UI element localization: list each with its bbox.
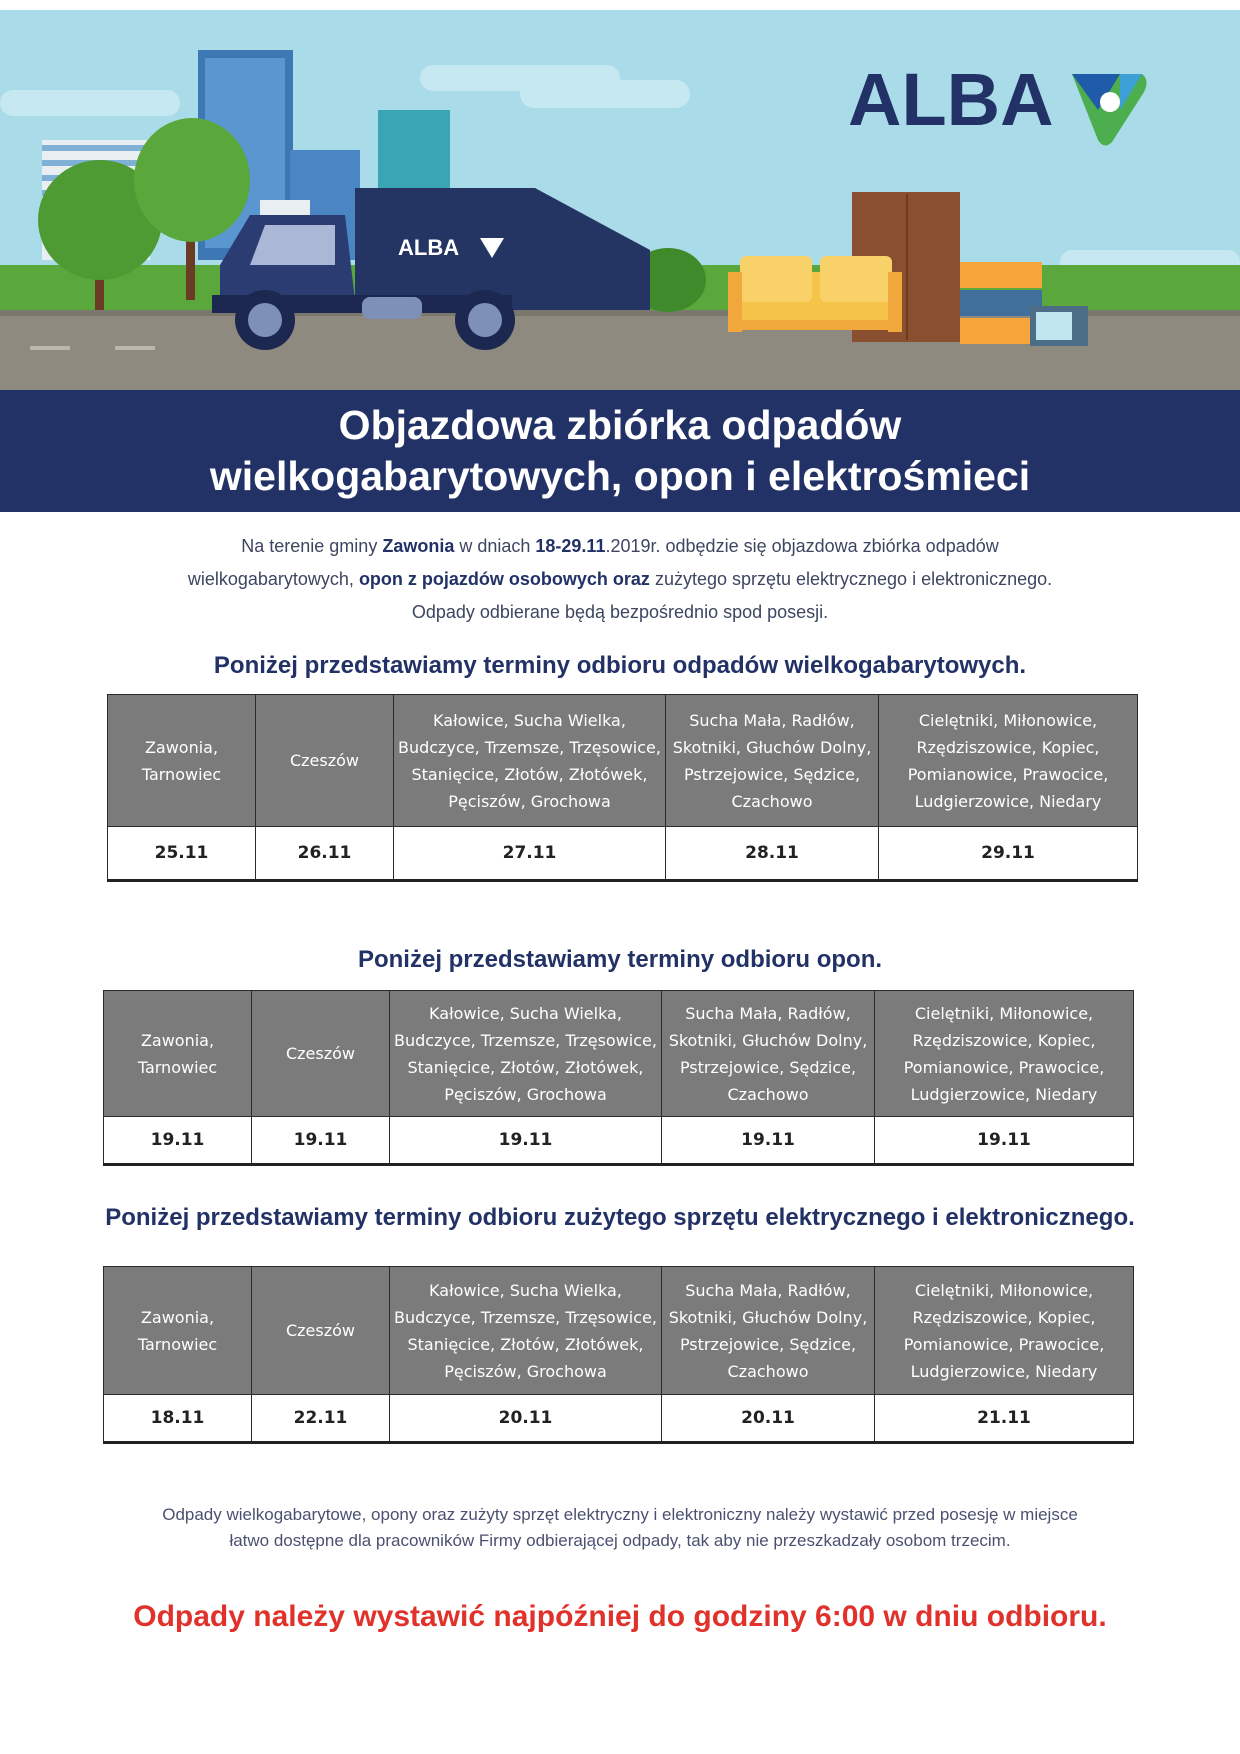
- table-header-cell: Zawonia, Tarnowiec: [104, 1267, 252, 1395]
- page-title-line-1: Objazdowa zbiórka odpadów: [338, 402, 902, 448]
- schedule-table-electronics: [103, 1266, 1134, 1444]
- schedule-table-bulky: [107, 694, 1138, 882]
- table-date-cell: 26.11: [256, 827, 394, 881]
- table-date-cell: 21.11: [875, 1395, 1134, 1443]
- section-heading-electronics: Poniżej przedstawiamy terminy odbioru zużytego sprzętu elektrycznego i elektronicznego.: [105, 1204, 1135, 1231]
- table-date-cell: 19.11: [252, 1117, 390, 1165]
- table-date-cell: 19.11: [662, 1117, 875, 1165]
- table-header-cell: Sucha Mała, Radłów, Skotniki, Głuchów Dolny, Pstrzejowice, Sędzice, Czachowo: [666, 695, 879, 827]
- table-header-cell: Kałowice, Sucha Wielka, Budczyce, Trzemsze, Trzęsowice, Stanięcice, Złotów, Złotówek, Pęciszów, Grochowa: [390, 1267, 662, 1395]
- table-header-cell: Kałowice, Sucha Wielka, Budczyce, Trzemsze, Trzęsowice, Stanięcice, Złotów, Złotówek, Pęciszów, Grochowa: [394, 695, 666, 827]
- table-header-cell: Kałowice, Sucha Wielka, Budczyce, Trzemsze, Trzęsowice, Stanięcice, Złotów, Złotówek, Pęciszów, Grochowa: [390, 991, 662, 1117]
- table-header-cell: Cielętniki, Miłonowice, Rzędziszowice, Kopiec, Pomianowice, Prawocice, Ludgierzowice, Niedary: [879, 695, 1138, 827]
- intro-text: Na terenie gminy: [241, 536, 383, 556]
- section-heading-tyres: Poniżej przedstawiamy terminy odbioru opon.: [357, 946, 883, 973]
- table-date-cell: 25.11: [108, 827, 256, 881]
- intro-dates: 18-29.11: [535, 536, 606, 556]
- hero-illustration: [0, 10, 1240, 390]
- table-date-cell: 19.11: [104, 1117, 252, 1165]
- table-header-cell: Zawonia, Tarnowiec: [108, 695, 256, 827]
- table-header-cell: Czeszów: [252, 1267, 390, 1395]
- table-header-cell: Zawonia, Tarnowiec: [104, 991, 252, 1117]
- table-header-cell: Czeszów: [252, 991, 390, 1117]
- deadline-notice: Odpady należy wystawić najpóźniej do godziny 6:00 w dniu odbioru.: [133, 1600, 1107, 1633]
- intro-text: .2019r. odbędzie się objazdowa zbiórka odpadów wielkogabarytowych,: [187, 536, 999, 589]
- intro-gmina: Zawonia: [382, 536, 455, 556]
- table-header-cell: Sucha Mała, Radłów, Skotniki, Głuchów Dolny, Pstrzejowice, Sędzice, Czachowo: [662, 1267, 875, 1395]
- table-date-cell: 27.11: [394, 827, 666, 881]
- page-title-line-2: wielkogabarytowych, opon i elektrośmieci: [209, 453, 1031, 499]
- intro-text: w dniach: [454, 536, 536, 556]
- table-header-cell: Sucha Mała, Radłów, Skotniki, Głuchów Dolny, Pstrzejowice, Sędzice, Czachowo: [662, 991, 875, 1117]
- table-date-cell: 22.11: [252, 1395, 390, 1443]
- intro-text: zużytego sprzętu elektrycznego i elektronicznego. Odpady odbierane będą bezpośrednio spod posesji.: [411, 569, 1053, 622]
- table-date-cell: 20.11: [662, 1395, 875, 1443]
- table-date-cell: 29.11: [879, 827, 1138, 881]
- table-date-cell: 28.11: [666, 827, 879, 881]
- table-header-cell: Czeszów: [256, 695, 394, 827]
- section-heading-bulky: Poniżej przedstawiamy terminy odbioru odpadów wielkogabarytowych.: [213, 652, 1027, 679]
- table-header-cell: Cielętniki, Miłonowice, Rzędziszowice, Kopiec, Pomianowice, Prawocice, Ludgierzowice, Niedary: [875, 1267, 1134, 1395]
- title-band: [0, 390, 1240, 512]
- table-header-cell: Cielętniki, Miłonowice, Rzędziszowice, Kopiec, Pomianowice, Prawocice, Ludgierzowice, Niedary: [875, 991, 1134, 1117]
- table-date-cell: 19.11: [875, 1117, 1134, 1165]
- intro-paragraph: [180, 530, 1060, 629]
- table-date-cell: 19.11: [390, 1117, 662, 1165]
- footer-note: Odpady wielkogabarytowe, opony oraz zużyty sprzęt elektryczny i elektroniczny należy wystawić przed posesję w miejsce łatwo dostępne dla pracowników Firmy odbierającej odpady, tak aby nie przeszkadzały osobom trzecim.: [162, 1505, 1078, 1550]
- truck-logo-text: ALBA: [398, 235, 460, 260]
- table-date-cell: 20.11: [390, 1395, 662, 1443]
- intro-tyres: opon z pojazdów osobowych oraz: [358, 569, 650, 589]
- alba-logo-text: ALBA: [848, 58, 1054, 141]
- table-date-cell: 18.11: [104, 1395, 252, 1443]
- schedule-table-tyres: [103, 990, 1134, 1166]
